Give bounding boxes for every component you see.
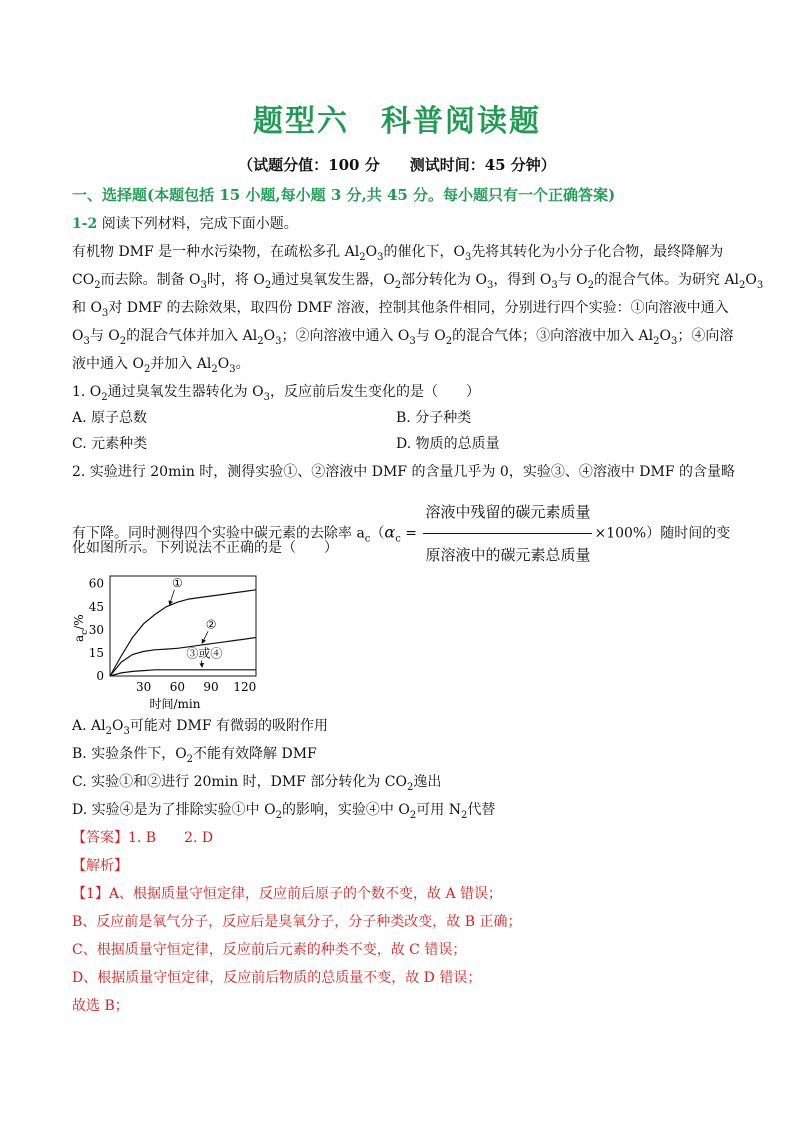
q2-option-d: D. 实验④是为了排除实验①中 $O_2$的影响，实验④中 $O_2$可用 $N_2$代替	[72, 802, 496, 821]
x-tick-label: 120	[233, 680, 257, 694]
y-tick-label: 45	[88, 599, 104, 614]
q1-option-b: B. 分子种类	[396, 410, 472, 426]
intro-line	[72, 214, 732, 234]
y-tick-label: 30	[88, 622, 104, 637]
answer-line: 【答案】1. B 2. D	[72, 830, 214, 846]
q2-option-a: A. $Al_2O_3$可能对 DMF 有微弱的吸附作用	[72, 718, 329, 737]
x-tick-label: 90	[203, 680, 219, 694]
y-axis-label: $a_c/\%$	[72, 614, 90, 642]
y-tick-label: 0	[96, 669, 104, 683]
q1-option-d: D. 物质的总质量	[396, 436, 500, 452]
analysis-line-3: C、根据质量守恒定律，反应前后元素的种类不变，故 C 错误；	[72, 942, 467, 958]
series-line-1	[110, 590, 256, 676]
series-label-3: ③或④	[186, 646, 223, 661]
material-line-3: 和 $O_3$对 DMF 的去除效果，取四份 DMF 溶液，控制其他条件相同，分别进行四个实验：①向溶液中通入	[72, 300, 729, 319]
q2-option-b: B. 实验条件下，$O_2$不能有效降解 DMF	[72, 746, 317, 765]
page-subtitle: （试题分值：100 分 测试时间：45 分钟）	[238, 156, 556, 174]
series-arrow-1	[170, 590, 175, 605]
removal-rate-chart	[70, 568, 270, 718]
series-arrow-3	[201, 661, 202, 668]
section-heading: 一、选择题(本题包括 15 小题,每小题 3 分,共 45 分。每小题只有一个正确答案)	[72, 186, 616, 204]
analysis-line-5: 故选 B；	[72, 998, 129, 1014]
intro-text: 阅读下列材料，完成下面小题。	[101, 216, 298, 232]
q2-line-2: 有下降。同时测得四个实验中碳元素的去除率 $a_c(\alpha_c$ = $\frac{\text{溶液中残留的碳元素质量}}{\text{原溶液中的碳元素总质量}}$ ×100%）随时间的变	[72, 492, 732, 575]
analysis-line-1: 【1】A、根据质量守恒定律，反应前后原子的个数不变，故 A 错误；	[72, 886, 503, 902]
series-arrow-2	[202, 631, 208, 643]
q2-line-1: 2. 实验进行 20min 时，测得实验①、②溶液中 DMF 的含量几乎为 0，实验③、④溶液中 DMF 的含量略	[72, 464, 735, 480]
x-axis-label: 时间/min	[149, 697, 201, 711]
q1-option-a: A. 原子总数	[72, 410, 148, 426]
series-label-2: ②	[205, 617, 217, 632]
question-range-tag: 1-2	[72, 216, 98, 232]
series-line-3	[110, 670, 256, 676]
x-tick-label: 60	[169, 680, 186, 694]
q2-line-3: 化如图所示。下列说法不正确的是（ ）	[72, 540, 338, 556]
series-label-1: ①	[172, 575, 183, 590]
plot-frame	[110, 576, 256, 676]
material-line-2: $CO_2$而去除。制备 $O_3$时，将 $O_2$通过臭氧发生器，$O_2$部分转化为 $O_3$，得到 $O_3$与 $O_2$的混合气体。为研究 $Al_2O_3$	[72, 272, 764, 291]
y-tick-label: 15	[88, 645, 104, 660]
y-tick-label: 60	[88, 576, 104, 591]
x-tick-label: 30	[136, 680, 152, 694]
analysis-heading: 【解析】	[72, 858, 128, 874]
analysis-line-4: D、根据质量守恒定律，反应前后物质的总质量不变，故 D 错误；	[72, 970, 482, 986]
q1-stem: 1. $O_2$通过臭氧发生器转化为 $O_3$，反应前后发生变化的是（ ）	[72, 384, 480, 403]
q1-option-c: C. 元素种类	[72, 436, 148, 452]
removal-rate-fraction: $\frac{\text{溶液中残留的碳元素质量}}{\text{原溶液中的碳元素总质量}}$	[423, 492, 592, 575]
analysis-line-2: B、反应前是氧气分子，反应后是臭氧分子，分子种类改变，故 B 正确；	[72, 914, 522, 930]
material-line-5: 液中通入 $O_2$并加入 $Al_2O_3$。	[72, 356, 250, 375]
material-line-4: $O_3$与 $O_2$的混合气体并加入 $Al_2O_3$；②向溶液中通入 $O_3$与 $O_2$的混合气体；③向溶液中加入 $Al_2O_3$；④向溶	[72, 328, 734, 347]
q2-option-c: C. 实验①和②进行 20min 时，DMF 部分转化为 $CO_2$逸出	[72, 774, 442, 793]
material-line-1: 有机物 DMF 是一种水污染物，在疏松多孔 $Al_2O_3$的催化下，$O_3$先将其转化为小分子化合物，最终降解为	[72, 244, 724, 263]
page-title: 题型六 科普阅读题	[253, 104, 541, 139]
alpha-symbol: α	[384, 522, 396, 542]
